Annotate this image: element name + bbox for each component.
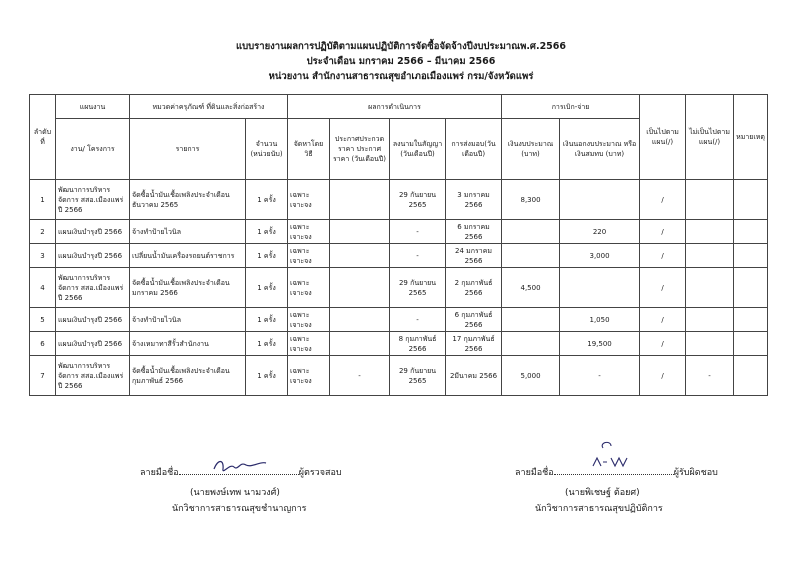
row-off-plan bbox=[686, 220, 734, 244]
row-on-plan: / bbox=[640, 308, 686, 332]
row-number: 3 bbox=[30, 244, 56, 268]
row-note bbox=[734, 180, 768, 220]
row-qty: 1 ครั้ง bbox=[246, 332, 288, 356]
report-period: ประจำเดือน มกราคม 2566 – มีนาคม 2566 bbox=[306, 56, 496, 67]
row-budget bbox=[502, 220, 560, 244]
col-header-item: รายการ bbox=[130, 119, 246, 180]
col-header-note: หมายเหตุ bbox=[734, 95, 768, 180]
row-budget: 8,300 bbox=[502, 180, 560, 220]
table-row bbox=[30, 220, 768, 244]
row-number: 4 bbox=[30, 268, 56, 308]
row-off-plan bbox=[686, 268, 734, 308]
table-row bbox=[30, 268, 768, 308]
row-method: เฉพาะเจาะจง bbox=[288, 220, 330, 244]
signature-prefix: ลายมือชื่อ bbox=[515, 468, 554, 478]
table-row bbox=[30, 308, 768, 332]
row-budget: 4,500 bbox=[502, 268, 560, 308]
row-offbudget: 220 bbox=[560, 220, 640, 244]
group-header-results: ผลการดำเนินการ bbox=[288, 95, 502, 119]
col-header-offbudget: เงินนอกงบประมาณ หรือเงินสมทบ (บาท) bbox=[560, 119, 640, 180]
row-project: พัฒนาการบริหารจัดการ สสอ.เมืองแพร่ปี 2566 bbox=[56, 180, 130, 220]
row-budget bbox=[502, 244, 560, 268]
row-announce bbox=[330, 180, 390, 220]
row-announce bbox=[330, 332, 390, 356]
row-qty: 1 ครั้ง bbox=[246, 268, 288, 308]
col-header-budget: เงินงบประมาณ (บาท) bbox=[502, 119, 560, 180]
row-off-plan bbox=[686, 308, 734, 332]
col-header-qty: จำนวน (หน่วยนับ) bbox=[246, 119, 288, 180]
row-contract: - bbox=[390, 220, 446, 244]
signer-position: นักวิชาการสาธารณสุขปฏิบัติการ bbox=[535, 504, 663, 514]
signer-name: (นายพิเชษฐ์ ต้อยศ) bbox=[565, 488, 640, 498]
group-header-category: หมวดค่าครุภัณฑ์ ที่ดินและสิ่งก่อสร้าง bbox=[130, 95, 288, 119]
row-offbudget: - bbox=[560, 356, 640, 396]
row-number: 5 bbox=[30, 308, 56, 332]
table-row bbox=[30, 356, 768, 396]
col-header-project: งาน/ โครงการ bbox=[56, 119, 130, 180]
report-title: แบบรายงานผลการปฏิบัติตามแผนปฏิบัติการจัดซื้อจัดจ้างปีงบประมาณพ.ศ.2566 bbox=[235, 41, 567, 52]
row-item: เปลี่ยนน้ำมันเครื่องรถยนต์ราชการ bbox=[130, 244, 246, 268]
col-header-delivery: การส่งมอบ(วันเดือนปี) bbox=[446, 119, 502, 180]
row-on-plan: / bbox=[640, 268, 686, 308]
row-contract: 8 กุมภาพันธ์ 2566 bbox=[390, 332, 446, 356]
row-announce: - bbox=[330, 356, 390, 396]
row-number: 6 bbox=[30, 332, 56, 356]
table-row bbox=[30, 244, 768, 268]
row-number: 1 bbox=[30, 180, 56, 220]
row-offbudget: 3,000 bbox=[560, 244, 640, 268]
row-number: 2 bbox=[30, 220, 56, 244]
row-qty: 1 ครั้ง bbox=[246, 308, 288, 332]
row-on-plan: / bbox=[640, 220, 686, 244]
row-note bbox=[734, 268, 768, 308]
col-header-announce: ประกาศประกวดราคา ประกาศราคา (วันเดือนปี) bbox=[330, 119, 390, 180]
row-offbudget bbox=[560, 268, 640, 308]
row-contract: - bbox=[390, 244, 446, 268]
row-delivery: 24 มกราคม 2566 bbox=[446, 244, 502, 268]
table-row bbox=[30, 332, 768, 356]
row-method: เฉพาะเจาะจง bbox=[288, 244, 330, 268]
procurement-report-table bbox=[29, 94, 768, 396]
row-offbudget bbox=[560, 180, 640, 220]
row-note bbox=[734, 332, 768, 356]
row-qty: 1 ครั้ง bbox=[246, 244, 288, 268]
row-method: เฉพาะเจาะจง bbox=[288, 356, 330, 396]
row-qty: 1 ครั้ง bbox=[246, 220, 288, 244]
row-announce bbox=[330, 268, 390, 308]
row-contract: - bbox=[390, 308, 446, 332]
col-header-on-plan: เป็นไปตามแผน(/) bbox=[640, 95, 686, 180]
row-method: เฉพาะเจาะจง bbox=[288, 268, 330, 308]
row-announce bbox=[330, 220, 390, 244]
row-item: จ้างทำป้ายไวนิล bbox=[130, 220, 246, 244]
col-header-method: จัดหาโดยวิธี bbox=[288, 119, 330, 180]
row-budget bbox=[502, 332, 560, 356]
row-on-plan: / bbox=[640, 244, 686, 268]
col-header-contract: ลงนามในสัญญา (วันเดือนปี) bbox=[390, 119, 446, 180]
row-delivery: 17 กุมภาพันธ์ 2566 bbox=[446, 332, 502, 356]
signer-position: นักวิชาการสาธารณสุขชำนาญการ bbox=[172, 504, 307, 514]
table-row bbox=[30, 180, 768, 220]
row-project: แผนเงินบำรุงปี 2566 bbox=[56, 220, 130, 244]
row-project: พัฒนาการบริหารจัดการ สสอ.เมืองแพร่ปี 2566 bbox=[56, 268, 130, 308]
row-on-plan: / bbox=[640, 180, 686, 220]
row-method: เฉพาะเจาะจง bbox=[288, 332, 330, 356]
row-on-plan: / bbox=[640, 356, 686, 396]
row-note bbox=[734, 356, 768, 396]
row-item: จัดซื้อน้ำมันเชื้อเพลิงประจำเดือนธันวาคม 2565 bbox=[130, 180, 246, 220]
row-item: จ้างเหมาทาสีรั้วสำนักงาน bbox=[130, 332, 246, 356]
row-offbudget: 1,050 bbox=[560, 308, 640, 332]
row-offbudget: 19,500 bbox=[560, 332, 640, 356]
col-header-no: ลำดับที่ bbox=[30, 95, 56, 180]
group-header-plan: แผนงาน bbox=[56, 95, 130, 119]
row-note bbox=[734, 244, 768, 268]
row-item: จ้างทำป้ายไวนิล bbox=[130, 308, 246, 332]
signature-role: ผู้ตรวจสอบ bbox=[298, 468, 342, 478]
row-project: พัฒนาการบริหารจัดการ สสอ.เมืองแพร่ปี 2566 bbox=[56, 356, 130, 396]
row-budget: 5,000 bbox=[502, 356, 560, 396]
row-off-plan bbox=[686, 244, 734, 268]
row-qty: 1 ครั้ง bbox=[246, 180, 288, 220]
signature-role: ผู้รับผิดชอบ bbox=[673, 468, 718, 478]
row-item: จัดซื้อน้ำมันเชื้อเพลิงประจำเดือนมกราคม 2566 bbox=[130, 268, 246, 308]
group-header-disbursement: การเบิก-จ่าย bbox=[502, 95, 640, 119]
row-qty: 1 ครั้ง bbox=[246, 356, 288, 396]
signature-prefix: ลายมือชื่อ bbox=[140, 468, 179, 478]
row-on-plan: / bbox=[640, 332, 686, 356]
row-note bbox=[734, 220, 768, 244]
row-project: แผนเงินบำรุงปี 2566 bbox=[56, 244, 130, 268]
row-note bbox=[734, 308, 768, 332]
row-contract: 29 กันยายน 2565 bbox=[390, 268, 446, 308]
row-delivery: 2 กุมภาพันธ์ 2566 bbox=[446, 268, 502, 308]
row-off-plan bbox=[686, 180, 734, 220]
handwritten-signature-right bbox=[585, 440, 635, 474]
row-announce bbox=[330, 308, 390, 332]
signer-name: (นายพงษ์เทพ นามวงศ์) bbox=[190, 488, 280, 498]
row-delivery: 3 มกราคม 2566 bbox=[446, 180, 502, 220]
row-delivery: 2มีนาคม 2566 bbox=[446, 356, 502, 396]
row-budget bbox=[502, 308, 560, 332]
row-method: เฉพาะเจาะจง bbox=[288, 308, 330, 332]
row-contract: 29 กันยายน 2565 bbox=[390, 356, 446, 396]
row-off-plan bbox=[686, 332, 734, 356]
row-item: จัดซื้อน้ำมันเชื้อเพลิงประจำเดือนกุมภาพันธ์ 2566 bbox=[130, 356, 246, 396]
row-method: เฉพาะเจาะจง bbox=[288, 180, 330, 220]
row-number: 7 bbox=[30, 356, 56, 396]
handwritten-signature-left bbox=[210, 455, 270, 477]
row-project: แผนเงินบำรุงปี 2566 bbox=[56, 332, 130, 356]
col-header-off-plan: ไม่เป็นไปตามแผน(/) bbox=[686, 95, 734, 180]
row-off-plan: - bbox=[686, 356, 734, 396]
row-contract: 29 กันยายน 2565 bbox=[390, 180, 446, 220]
row-delivery: 6 มกราคม 2566 bbox=[446, 220, 502, 244]
row-announce bbox=[330, 244, 390, 268]
row-delivery: 6 กุมภาพันธ์ 2566 bbox=[446, 308, 502, 332]
row-project: แผนเงินบำรุงปี 2566 bbox=[56, 308, 130, 332]
report-agency: หน่วยงาน สำนักงานสาธารณสุขอำเภอเมืองแพร่ กรม/จังหวัดแพร่ bbox=[268, 71, 534, 82]
